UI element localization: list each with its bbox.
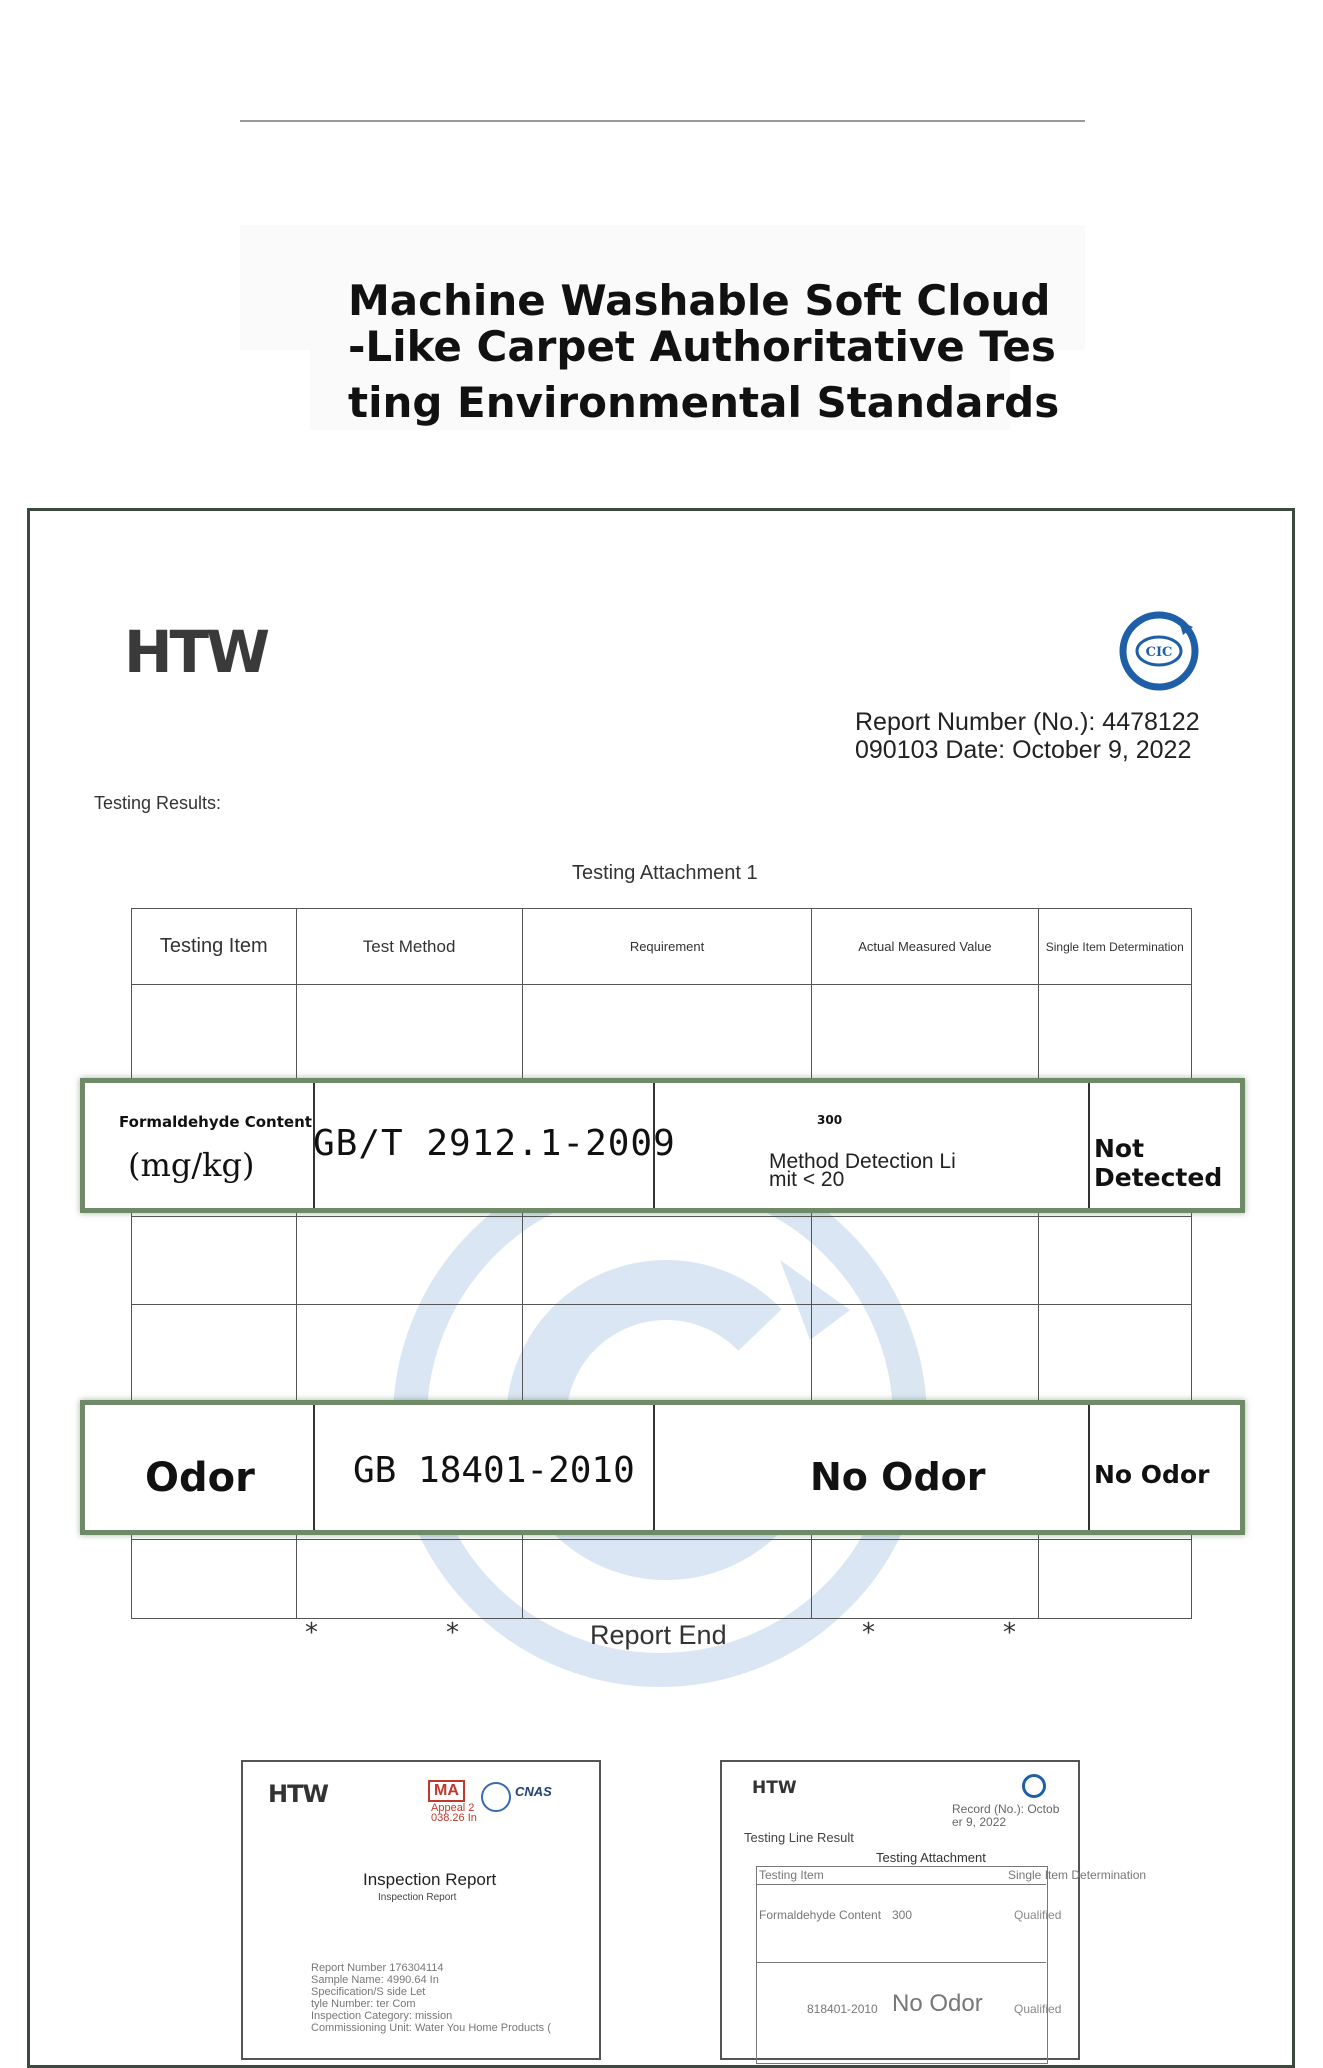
end-star-1: *	[305, 1618, 318, 1648]
thumb2-attachment: Testing Attachment	[876, 1850, 986, 1865]
ma-sub: Appeal 2	[431, 1802, 475, 1814]
thumb2-date-2: er 9, 2022	[952, 1815, 1007, 1829]
ilac-badge-icon	[481, 1782, 511, 1812]
thumb2-results: Testing Line Result	[744, 1830, 854, 1845]
thumb2-cic-icon	[1022, 1774, 1046, 1798]
testing-results-label: Testing Results:	[94, 793, 222, 813]
formaldehyde-method: GB/T 2912.1-2009	[313, 1123, 676, 1164]
title-line-2: -Like Carpet Authoritative Tes	[348, 322, 1056, 371]
end-star-3: *	[862, 1618, 875, 1648]
table-header-row	[132, 909, 1192, 985]
testing-attachment-thumbnail[interactable]	[720, 1760, 1147, 2060]
thumb2-header-item: Testing Item	[759, 1868, 824, 1882]
page-title	[348, 276, 1060, 427]
formaldehyde-unit: (mg/kg)	[128, 1146, 255, 1184]
top-divider	[240, 120, 1085, 122]
thumb2-row1-req: 300	[892, 1908, 913, 1922]
report-number: Report Number (No.): 4478122 090103 Date: October 9, 2022	[855, 708, 1200, 764]
report-end-label: Report End	[590, 1620, 727, 1650]
header-requirement: Requirement	[522, 909, 812, 985]
thumb1-title: Inspection Report	[363, 1870, 497, 1889]
thumb2-row1-det: Qualified	[1014, 1908, 1062, 1922]
thumb2-row2-method: 818401-2010	[807, 2002, 878, 2016]
thumb1-subtitle: Inspection Report	[378, 1892, 457, 1903]
odor-row	[80, 1400, 1245, 1535]
thumb2-htw-logo: HTW	[752, 1778, 797, 1798]
header-actual-value: Actual Measured Value	[812, 909, 1038, 985]
odor-determination: No Odor	[1094, 1460, 1210, 1489]
thumb1-fields: Report Number 176304114 Sample Name: 4990.64 In Specification/S side Let tyle Number: ter Com Inspection Category: mission Commissioning Unit: Water You Home Products (	[311, 1962, 551, 2034]
header-test-method: Test Method	[296, 909, 522, 985]
cnas-badge: CNAS	[515, 1784, 552, 1799]
thumb2-row2-det: Qualified	[1014, 2002, 1062, 2016]
formaldehyde-requirement: 300	[817, 1113, 843, 1127]
title-line-1: Machine Washable Soft Cloud	[348, 276, 1051, 325]
thumb1-htw-logo: HTW	[268, 1780, 328, 1808]
ma-badge-icon: MA	[428, 1780, 465, 1802]
header-determination: Single Item Determination	[1038, 909, 1191, 985]
htw-logo: HTW	[124, 618, 268, 686]
end-star-2: *	[446, 1618, 459, 1648]
header-testing-item: Testing Item	[132, 909, 297, 985]
formaldehyde-actual: Method Detection Li mit < 20	[769, 1150, 956, 1191]
thumb2-row1-item: Formaldehyde Content	[759, 1908, 882, 1922]
inspection-report-thumbnail[interactable]	[241, 1760, 601, 2060]
cic-logo-icon	[1117, 609, 1201, 693]
ma-sub-2: 038.26 In	[431, 1812, 477, 1824]
thumb2-date-1: Record (No.): Octob	[952, 1802, 1060, 1816]
odor-actual: No Odor	[810, 1455, 986, 1499]
svg-text:CIC: CIC	[1145, 645, 1173, 660]
thumb2-table	[756, 1866, 1048, 2064]
thumb2-row2-actual: No Odor	[892, 1990, 983, 2017]
formaldehyde-item: Formaldehyde Content	[119, 1113, 312, 1131]
odor-method: GB 18401-2010	[353, 1450, 635, 1491]
end-star-4: *	[1003, 1618, 1016, 1648]
title-line-3: ting Environmental Standards	[348, 378, 1060, 427]
formaldehyde-row	[80, 1078, 1245, 1213]
testing-attachment-label: Testing Attachment 1	[572, 862, 758, 884]
formaldehyde-determination: Not Detected	[1094, 1134, 1223, 1192]
odor-item: Odor	[145, 1455, 255, 1501]
thumb2-header-det: Single Item Determination	[1008, 1868, 1147, 1882]
